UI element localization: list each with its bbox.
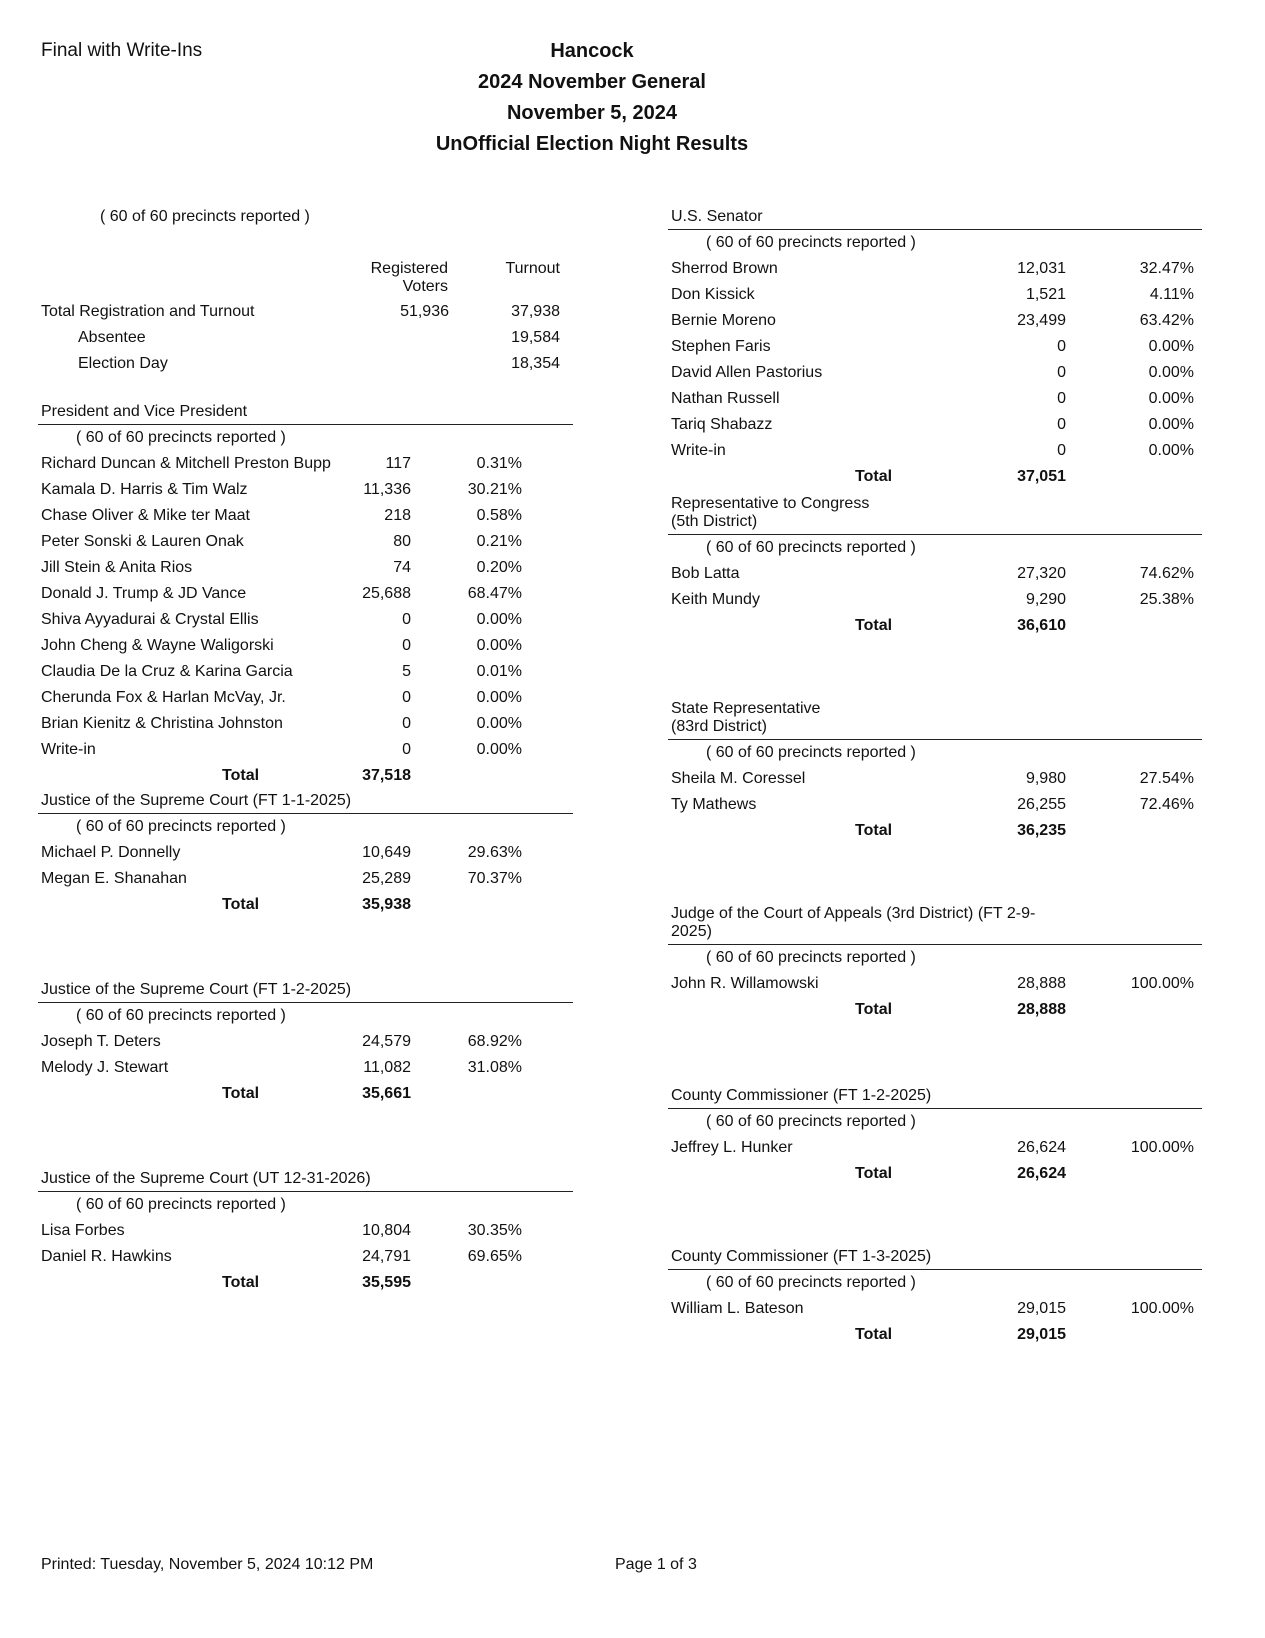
precincts-reported: ( 60 of 60 precincts reported ) — [76, 429, 286, 446]
candidate-votes: 117 — [385, 455, 411, 472]
candidate-name: Michael P. Donnelly — [41, 844, 181, 861]
candidate-row — [668, 412, 1202, 438]
right-race-1 — [668, 495, 1202, 639]
candidate-name: Write-in — [41, 741, 96, 758]
left-race-1 — [38, 792, 573, 918]
candidate-votes: 218 — [384, 507, 411, 524]
candidate-percent: 0.01% — [476, 663, 522, 680]
precincts-reported: ( 60 of 60 precincts reported ) — [706, 1113, 916, 1130]
candidate-name: Tariq Shabazz — [671, 416, 773, 433]
candidate-percent: 63.42% — [1139, 312, 1194, 329]
candidate-row — [668, 308, 1202, 334]
registration-absentee-row — [41, 325, 571, 351]
candidate-votes: 24,579 — [362, 1033, 411, 1050]
candidate-percent: 0.00% — [1148, 390, 1194, 407]
race-title-line: County Commissioner (FT 1-3-2025) — [671, 1248, 932, 1265]
precincts-reported: ( 60 of 60 precincts reported ) — [706, 234, 916, 251]
candidate-votes: 11,082 — [363, 1059, 411, 1076]
total-row — [668, 464, 1202, 490]
candidate-row — [38, 1029, 573, 1055]
race-title-line: Representative to Congress — [671, 495, 870, 512]
candidate-percent: 74.62% — [1139, 565, 1194, 582]
candidate-percent: 25.38% — [1139, 591, 1194, 608]
candidate-votes: 0 — [402, 741, 411, 758]
candidate-name: Nathan Russell — [671, 390, 780, 407]
candidate-percent: 70.37% — [467, 870, 522, 887]
race-title — [668, 700, 1202, 740]
total-votes: 35,661 — [362, 1085, 411, 1102]
precincts-reported: ( 60 of 60 precincts reported ) — [706, 539, 916, 556]
total-votes: 26,624 — [1017, 1165, 1066, 1182]
candidate-name: Keith Mundy — [671, 591, 760, 608]
registration-table — [41, 299, 571, 377]
total-label: Total — [855, 1165, 893, 1182]
printed-timestamp: Printed: Tuesday, November 5, 2024 10:12 PM — [41, 1556, 374, 1573]
registered-voters-header: Registered Voters — [370, 260, 448, 295]
candidate-row — [668, 587, 1202, 613]
candidate-votes: 27,320 — [1017, 565, 1066, 582]
candidate-votes: 25,688 — [362, 585, 411, 602]
total-votes: 37,051 — [1017, 468, 1066, 485]
absentee-value: 19,584 — [511, 329, 560, 346]
candidate-percent: 100.00% — [1130, 1139, 1194, 1156]
election-day-label: Election Day — [78, 355, 168, 372]
candidate-percent: 0.00% — [1148, 338, 1194, 355]
candidate-votes: 0 — [1057, 364, 1066, 381]
candidate-row — [38, 711, 573, 737]
report-title-status: UnOfficial Election Night Results — [435, 133, 749, 155]
candidate-votes: 29,015 — [1017, 1300, 1066, 1317]
candidate-row — [668, 792, 1202, 818]
candidate-votes: 0 — [402, 715, 411, 732]
total-row — [668, 1322, 1202, 1348]
race-title-line: (83rd District) — [671, 718, 768, 735]
race-title — [38, 792, 573, 814]
election-day-value: 18,354 — [511, 355, 560, 372]
race-title-line: Judge of the Court of Appeals (3rd District) (FT 2-9- — [671, 905, 1036, 922]
candidate-name: Donald J. Trump & JD Vance — [41, 585, 247, 602]
candidate-name: Joseph T. Deters — [41, 1033, 161, 1050]
total-row — [668, 997, 1202, 1023]
candidate-name: Write-in — [671, 442, 726, 459]
registration-total-turnout: 37,938 — [511, 303, 560, 320]
candidate-name: John Cheng & Wayne Waligorski — [41, 637, 274, 654]
candidate-percent: 30.21% — [467, 481, 522, 498]
candidate-row — [668, 1135, 1202, 1161]
candidate-row — [38, 866, 573, 892]
total-votes: 36,610 — [1017, 617, 1066, 634]
candidate-percent: 0.21% — [476, 533, 522, 550]
report-status-label: Final with Write-Ins — [41, 40, 203, 61]
candidate-votes: 0 — [402, 689, 411, 706]
candidate-votes: 74 — [393, 559, 411, 576]
precincts-reported: ( 60 of 60 precincts reported ) — [706, 744, 916, 761]
total-votes: 28,888 — [1017, 1001, 1066, 1018]
total-label: Total — [222, 896, 260, 913]
race-title — [38, 403, 573, 425]
precincts-reported: ( 60 of 60 precincts reported ) — [706, 1274, 916, 1291]
candidate-percent: 0.00% — [476, 637, 522, 654]
candidate-row — [38, 581, 573, 607]
candidate-row — [668, 256, 1202, 282]
candidate-percent: 0.00% — [1148, 364, 1194, 381]
candidate-name: Don Kissick — [671, 286, 755, 303]
registration-total-registered: 51,936 — [400, 303, 449, 320]
report-title-date: November 5, 2024 — [506, 102, 678, 124]
candidate-votes: 23,499 — [1017, 312, 1066, 329]
candidate-name: William L. Bateson — [671, 1300, 804, 1317]
total-votes: 36,235 — [1017, 822, 1066, 839]
candidate-votes: 0 — [1057, 390, 1066, 407]
right-race-0 — [668, 208, 1202, 490]
candidate-row — [668, 334, 1202, 360]
candidate-name: Lisa Forbes — [41, 1222, 125, 1239]
candidate-name: Megan E. Shanahan — [41, 870, 187, 887]
total-row — [38, 892, 573, 918]
candidate-percent: 29.63% — [467, 844, 522, 861]
turnout-header: Turnout — [505, 260, 560, 277]
candidate-votes: 0 — [1057, 416, 1066, 433]
candidate-percent: 0.00% — [476, 715, 522, 732]
precincts-reported: ( 60 of 60 precincts reported ) — [76, 818, 286, 835]
right-race-3 — [668, 905, 1202, 1023]
race-title — [668, 1087, 1202, 1109]
total-label: Total — [855, 1326, 893, 1343]
candidate-percent: 0.20% — [476, 559, 522, 576]
race-title — [668, 1248, 1202, 1270]
candidate-percent: 68.92% — [467, 1033, 522, 1050]
candidate-name: Kamala D. Harris & Tim Walz — [41, 481, 248, 498]
candidate-name: Sherrod Brown — [671, 260, 778, 277]
candidate-row — [668, 1296, 1202, 1322]
candidate-name: Bernie Moreno — [671, 312, 776, 329]
candidate-votes: 26,624 — [1017, 1139, 1066, 1156]
total-label: Total — [222, 1085, 260, 1102]
candidate-row — [668, 561, 1202, 587]
candidate-name: John R. Willamowski — [671, 975, 819, 992]
total-label: Total — [855, 617, 893, 634]
candidate-name: Claudia De la Cruz & Karina Garcia — [41, 663, 293, 680]
candidate-row — [38, 503, 573, 529]
race-title — [38, 1170, 573, 1192]
total-label: Total — [855, 1001, 893, 1018]
race-title — [668, 208, 1202, 230]
candidate-percent: 0.00% — [476, 741, 522, 758]
candidate-votes: 26,255 — [1017, 796, 1066, 813]
candidate-row — [38, 607, 573, 633]
report-title-county: Hancock — [550, 40, 634, 62]
candidate-percent: 0.00% — [1148, 416, 1194, 433]
candidate-votes: 12,031 — [1017, 260, 1066, 277]
candidate-name: Cherunda Fox & Harlan McVay, Jr. — [41, 689, 286, 706]
candidate-row — [668, 971, 1202, 997]
candidate-name: Brian Kienitz & Christina Johnston — [41, 715, 283, 732]
candidate-row — [668, 282, 1202, 308]
total-row — [668, 1161, 1202, 1187]
precincts-reported: ( 60 of 60 precincts reported ) — [706, 949, 916, 966]
left-race-2 — [38, 981, 573, 1107]
candidate-votes: 0 — [1057, 442, 1066, 459]
candidate-percent: 0.31% — [476, 455, 522, 472]
candidate-name: Richard Duncan & Mitchell Preston Bupp — [41, 455, 331, 472]
candidate-row — [38, 685, 573, 711]
candidate-votes: 0 — [402, 637, 411, 654]
candidate-votes: 0 — [402, 611, 411, 628]
candidate-name: Chase Oliver & Mike ter Maat — [41, 507, 250, 524]
race-title-line: U.S. Senator — [671, 208, 763, 225]
race-title-line: 2025) — [671, 923, 712, 940]
candidate-row — [38, 659, 573, 685]
total-votes: 29,015 — [1017, 1326, 1066, 1343]
candidate-row — [38, 477, 573, 503]
candidate-votes: 9,980 — [1025, 770, 1066, 787]
total-label: Total — [222, 1274, 260, 1291]
registration-total-row — [41, 299, 571, 325]
candidate-votes: 5 — [402, 663, 411, 680]
candidate-row — [38, 737, 573, 763]
race-title-line: Justice of the Supreme Court (FT 1-2-2025) — [41, 981, 352, 998]
candidate-percent: 72.46% — [1139, 796, 1194, 813]
race-title — [38, 981, 573, 1003]
candidate-row — [38, 1055, 573, 1081]
candidate-name: Jeffrey L. Hunker — [671, 1139, 793, 1156]
total-label: Total — [855, 468, 893, 485]
race-title-line: Justice of the Supreme Court (UT 12-31-2026) — [41, 1170, 371, 1187]
candidate-row — [38, 451, 573, 477]
candidate-name: Sheila M. Coressel — [671, 770, 806, 787]
candidate-votes: 28,888 — [1017, 975, 1066, 992]
candidate-row — [38, 555, 573, 581]
total-label: Total — [222, 767, 260, 784]
registration-precincts: ( 60 of 60 precincts reported ) — [100, 208, 310, 225]
candidate-votes: 25,289 — [362, 870, 411, 887]
candidate-votes: 10,649 — [362, 844, 411, 861]
race-title-line: State Representative — [671, 700, 821, 717]
total-label: Total — [855, 822, 893, 839]
candidate-percent: 0.00% — [1148, 442, 1194, 459]
candidate-percent: 68.47% — [467, 585, 522, 602]
left-race-0 — [38, 403, 573, 789]
candidate-name: Bob Latta — [671, 565, 740, 582]
candidate-votes: 10,804 — [362, 1222, 411, 1239]
race-title-line: Justice of the Supreme Court (FT 1-1-2025) — [41, 792, 352, 809]
candidate-row — [38, 840, 573, 866]
candidate-name: Daniel R. Hawkins — [41, 1248, 172, 1265]
precincts-reported: ( 60 of 60 precincts reported ) — [76, 1196, 286, 1213]
candidate-votes: 24,791 — [362, 1248, 411, 1265]
candidate-percent: 31.08% — [467, 1059, 522, 1076]
candidate-votes: 1,521 — [1025, 286, 1066, 303]
candidate-votes: 0 — [1057, 338, 1066, 355]
candidate-name: Stephen Faris — [671, 338, 771, 355]
right-race-4 — [668, 1087, 1202, 1187]
candidate-votes: 11,336 — [363, 481, 411, 498]
total-row — [668, 613, 1202, 639]
candidate-percent: 69.65% — [467, 1248, 522, 1265]
candidate-row — [668, 438, 1202, 464]
precincts-reported: ( 60 of 60 precincts reported ) — [76, 1007, 286, 1024]
total-row — [668, 818, 1202, 844]
candidate-row — [668, 360, 1202, 386]
candidate-row — [38, 1218, 573, 1244]
left-race-3 — [38, 1170, 573, 1296]
right-race-2 — [668, 700, 1202, 844]
race-title-line: (5th District) — [671, 513, 758, 530]
registration-election-day-row — [41, 351, 571, 377]
race-title-line: County Commissioner (FT 1-2-2025) — [671, 1087, 932, 1104]
candidate-name: David Allen Pastorius — [671, 364, 823, 381]
candidate-percent: 27.54% — [1139, 770, 1194, 787]
candidate-row — [38, 633, 573, 659]
candidate-row — [38, 1244, 573, 1270]
page-number: Page 1 of 3 — [615, 1556, 697, 1573]
total-votes: 37,518 — [362, 767, 411, 784]
total-votes: 35,938 — [362, 896, 411, 913]
absentee-label: Absentee — [78, 329, 146, 346]
report-title-election: 2024 November General — [478, 71, 706, 93]
race-title — [668, 495, 1202, 535]
total-row — [38, 1081, 573, 1107]
candidate-name: Jill Stein & Anita Rios — [41, 559, 193, 576]
registration-total-label: Total Registration and Turnout — [41, 303, 255, 320]
candidate-percent: 100.00% — [1130, 975, 1194, 992]
candidate-percent: 32.47% — [1139, 260, 1194, 277]
candidate-row — [668, 766, 1202, 792]
candidate-name: Shiva Ayyadurai & Crystal Ellis — [41, 611, 259, 628]
total-votes: 35,595 — [362, 1274, 411, 1291]
race-title — [668, 905, 1202, 945]
candidate-percent: 0.00% — [476, 611, 522, 628]
candidate-name: Peter Sonski & Lauren Onak — [41, 533, 244, 550]
candidate-percent: 0.58% — [476, 507, 522, 524]
candidate-name: Melody J. Stewart — [41, 1059, 169, 1076]
candidate-row — [38, 529, 573, 555]
total-row — [38, 763, 573, 789]
candidate-name: Ty Mathews — [671, 796, 757, 813]
candidate-row — [668, 386, 1202, 412]
candidate-votes: 80 — [393, 533, 411, 550]
right-race-5 — [668, 1248, 1202, 1348]
candidate-votes: 9,290 — [1025, 591, 1066, 608]
candidate-percent: 4.11% — [1149, 286, 1194, 303]
candidate-percent: 0.00% — [476, 689, 522, 706]
candidate-percent: 30.35% — [467, 1222, 522, 1239]
total-row — [38, 1270, 573, 1296]
race-title-line: President and Vice President — [41, 403, 248, 420]
candidate-percent: 100.00% — [1130, 1300, 1194, 1317]
